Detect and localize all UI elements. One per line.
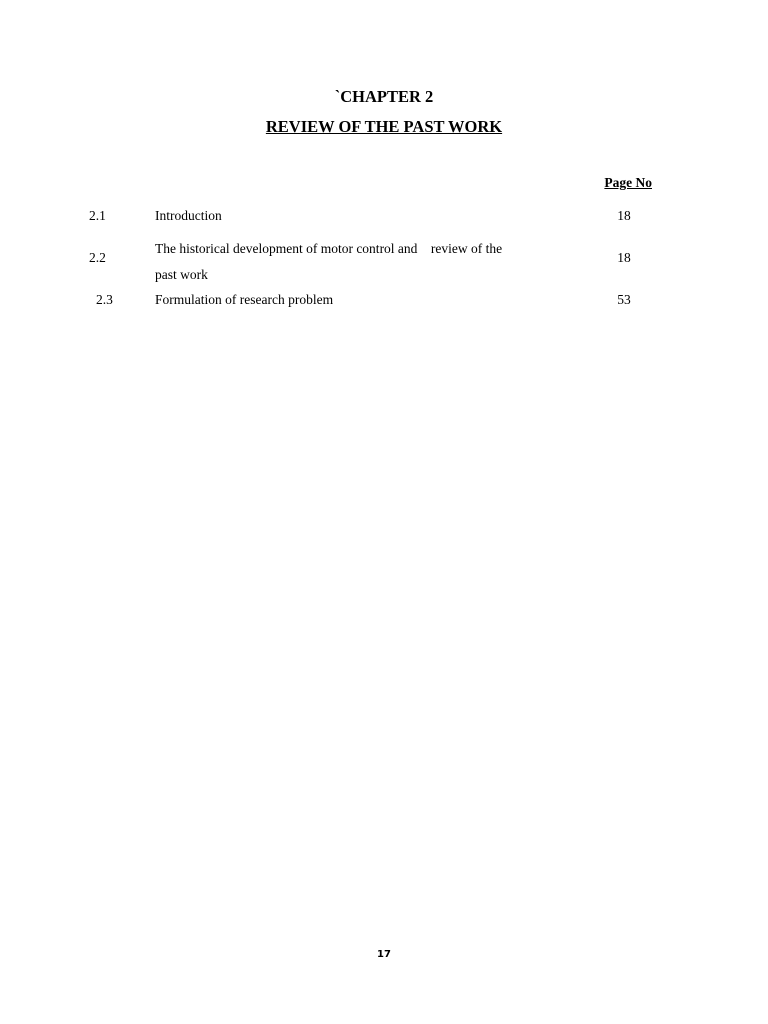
toc-entry-page: 53 bbox=[617, 292, 631, 307]
chapter-title: REVIEW OF THE PAST WORK bbox=[265, 117, 503, 136]
toc-entry-number: 2.2 bbox=[89, 250, 106, 265]
toc-entry-title: Formulation of research problem bbox=[155, 292, 334, 307]
toc-entry-page: 18 bbox=[617, 208, 631, 223]
toc-entry-title-line-1: The historical development of motor control and review of the bbox=[155, 241, 503, 256]
toc-entry-2-2 bbox=[0, 236, 768, 286]
toc-entry-number: 2.1 bbox=[89, 208, 106, 223]
toc-entry-page: 18 bbox=[617, 250, 631, 265]
page-number: 17 bbox=[377, 949, 391, 960]
toc-entry-title-line-2: past work bbox=[155, 267, 208, 282]
toc-entry-title: Introduction bbox=[155, 208, 222, 223]
chapter-heading: `CHAPTER 2 bbox=[334, 87, 434, 106]
page-no-column-header: Page No bbox=[604, 175, 652, 190]
toc-entry-number: 2.3 bbox=[96, 292, 113, 307]
